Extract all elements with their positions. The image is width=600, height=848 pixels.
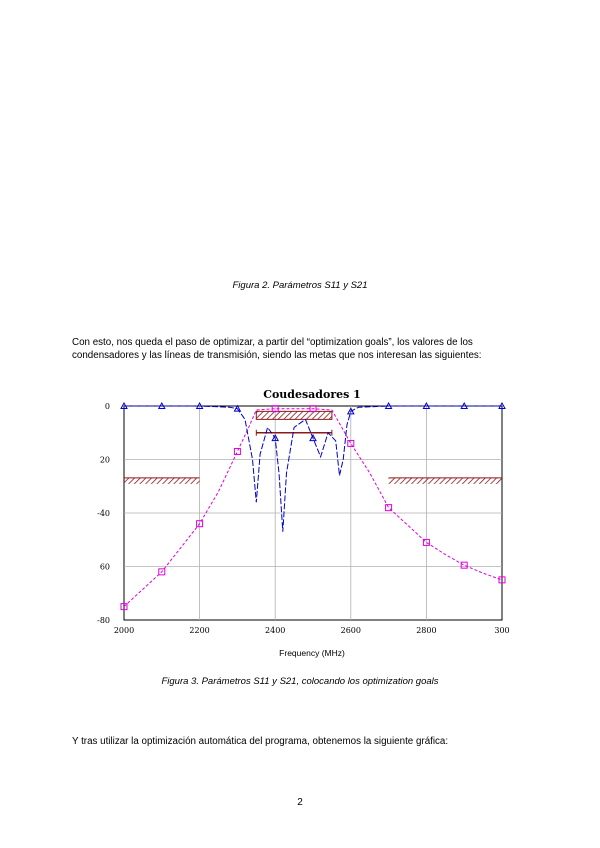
- goal-band: [256, 411, 332, 419]
- x-tick-label: 2200: [189, 626, 210, 635]
- goal-band: [389, 478, 502, 484]
- x-tick-label: 300: [494, 626, 510, 635]
- y-tick-label: -80: [97, 616, 110, 625]
- y-tick-label: -40: [97, 509, 110, 518]
- paragraph-result: Y tras utilizar la optimización automática del programa, obtenemos la siguiente gráfica:: [72, 736, 449, 747]
- chart-title: Coudesadores 1: [263, 388, 361, 401]
- x-tick-label: 2400: [265, 626, 286, 635]
- x-tick-label: 2600: [340, 626, 361, 635]
- figure-2-caption: Figura 2. Parámetros S11 y S21: [232, 280, 368, 291]
- page-number: 2: [297, 797, 303, 808]
- y-tick-labels: [97, 402, 110, 625]
- figure-3-caption: Figura 3. Parámetros S11 y S21, colocando los optimization goals: [161, 676, 439, 687]
- x-tick-label: 2800: [416, 626, 437, 635]
- chart: [0, 380, 600, 665]
- y-tick-label: 20: [99, 455, 110, 465]
- y-tick-label: 0: [104, 402, 110, 411]
- goal-band: [124, 478, 200, 484]
- x-axis-label: Frequency (MHz): [279, 648, 345, 658]
- x-tick-labels: [114, 626, 510, 635]
- y-tick-label: 60: [99, 562, 110, 572]
- x-tick-label: 2000: [113, 626, 135, 635]
- paragraph-intro: Con esto, nos queda el paso de optimizar, a partir del “optimization goals”, los valores de los condensadores y las líneas de transmisión, siendo las metas que nos interesan las siguientes:: [72, 337, 482, 361]
